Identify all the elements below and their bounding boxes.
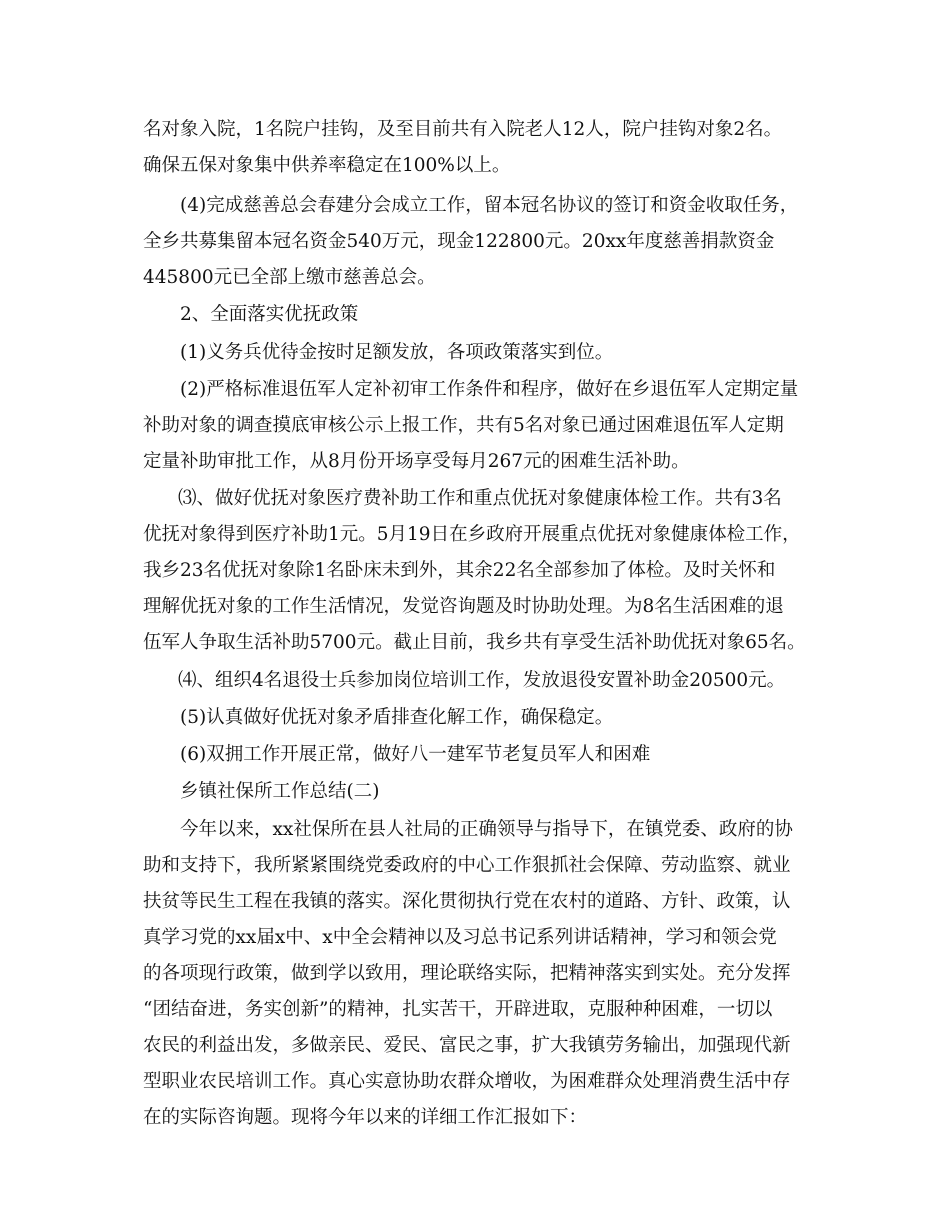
text-line: 名对象入院，1名院户挂钩，及至目前共有入院老人12人，院户挂钩对象2名。 (143, 119, 783, 140)
text-line: (1)义务兵优待金按时足额发放，各项政策落实到位。 (180, 342, 614, 363)
text-line: 在的实际咨询题。现将今年以来的详细工作汇报如下： (143, 1107, 588, 1128)
text-line: 型职业农民培训工作。真心实意协助农群众增收，为困难群众处理消费生活中存 (143, 1071, 791, 1092)
text-line: 445800元已全部上缴市慈善总会。 (143, 267, 436, 288)
text-line: ⑷、组织4名退役士兵参加岗位培训工作，发放退役安置补助金20500元。 (178, 670, 786, 691)
text-line: 全乡共募集留本冠名资金540万元，现金122800元。20xx年度慈善捐款资金 (143, 231, 775, 252)
text-line: 确保五保对象集中供养率稳定在100%以上。 (143, 155, 511, 176)
text-line: 补助对象的调查摸底审核公示上报工作，共有5名对象已通过困难退伍军人定期 (143, 415, 784, 436)
text-line: 农民的利益出发，多做亲民、爱民、富民之事，扩大我镇劳务输出，加强现代新 (143, 1035, 791, 1056)
text-line: 2、全面落实优抚政策 (180, 304, 359, 325)
text-line: 扶贫等民生工程在我镇的落实。深化贯彻执行党在农村的道路、方针、政策，认 (143, 891, 791, 912)
text-line: 我乡23名优抚对象除1名卧床未到外，其余22名全部参加了体检。及时关怀和 (143, 560, 776, 581)
text-line: (2)严格标准退伍军人定补初审工作条件和程序，做好在乡退伍军人定期定量 (180, 379, 799, 400)
text-line: “团结奋进，务实创新”的精神，扎实苦干，开辟进取，克服种种困难，一切以 (143, 999, 773, 1020)
text-line: 的各项现行政策，做到学以致用，理论联络实际，把精神落实到实处。充分发挥 (143, 963, 791, 984)
text-line: 助和支持下，我所紧紧围绕党委政府的中心工作狠抓社会保障、劳动监察、就业 (143, 855, 791, 876)
text-line: (6)双拥工作开展正常，做好八一建军节老复员军人和困难 (180, 744, 651, 765)
text-line: ⑶、做好优抚对象医疗费补助工作和重点优抚对象健康体检工作。共有3名 (178, 488, 782, 509)
text-line: 今年以来，xx社保所在县人社局的正确领导与指导下，在镇党委、政府的协 (180, 819, 793, 840)
text-line: 优抚对象得到医疗补助1元。5月19日在乡政府开展重点优抚对象健康体检工作， (143, 524, 801, 545)
text-line: 理解优抚对象的工作生活情况，发觉咨询题及时协助处理。为8名生活困难的退 (143, 596, 784, 617)
text-line: (4)完成慈善总会春建分会成立工作，留本冠名协议的签订和资金收取任务， (180, 195, 799, 216)
text-line: (5)认真做好优抚对象矛盾排查化解工作，确保稳定。 (180, 707, 614, 728)
text-line: 定量补助审批工作，从8月份开场享受每月267元的困难生活补助。 (143, 451, 690, 472)
text-line: 乡镇社保所工作总结(二) (180, 781, 380, 802)
text-line: 真学习党的xx届x中、x中全会精神以及习总书记系列讲话精神，学习和领会党 (143, 927, 777, 948)
text-line: 伍军人争取生活补助5700元。截止目前，我乡共有享受生活补助优抚对象65名。 (143, 632, 806, 653)
